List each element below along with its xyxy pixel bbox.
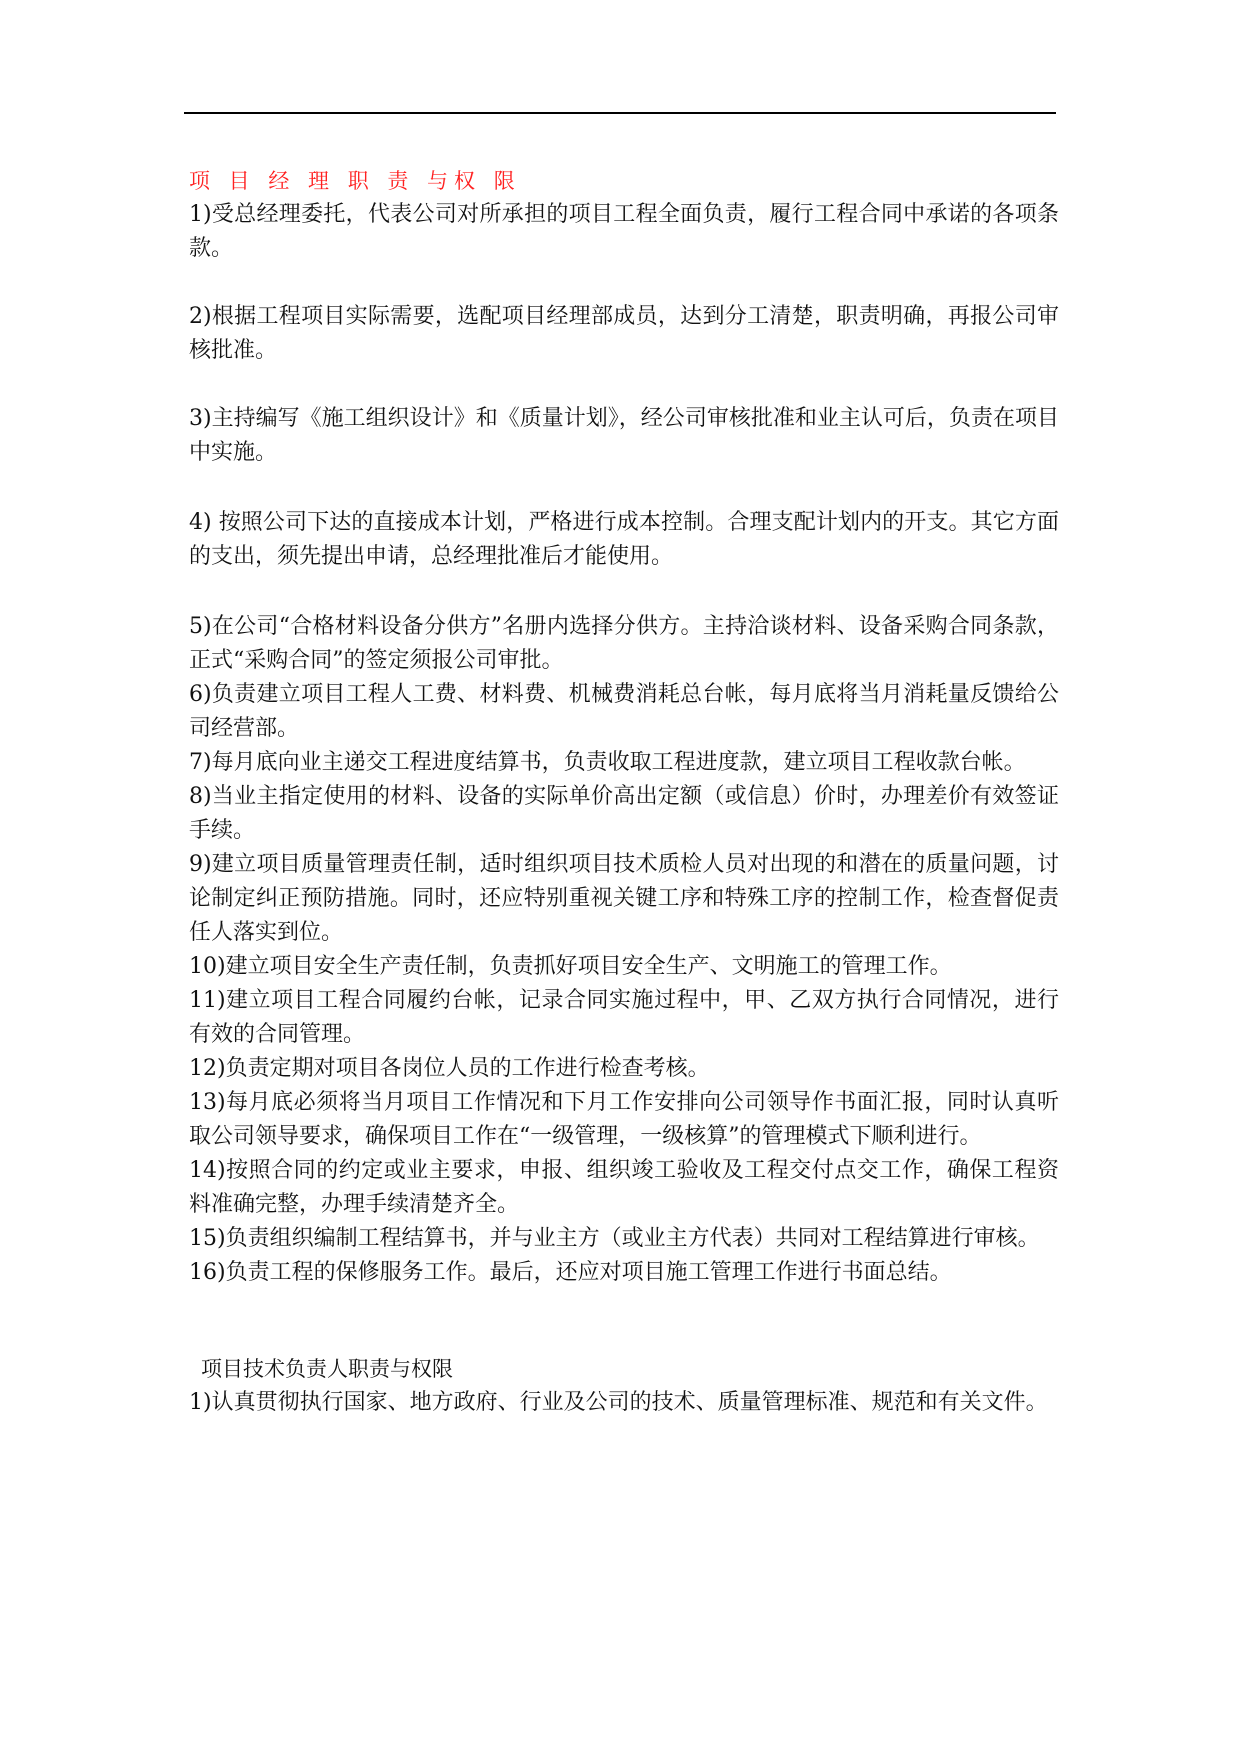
spacer bbox=[189, 368, 1059, 402]
spacer bbox=[189, 266, 1059, 300]
paragraph-10: 10)建立项目安全生产责任制，负责抓好项目安全生产、文明施工的管理工作。 bbox=[189, 954, 952, 979]
paragraph-14: 14)按照合同的约定或业主要求，申报、组织竣工验收及工程交付点交工作，确保工程资料准确完整，办理手续清楚齐全。 bbox=[189, 1158, 1059, 1217]
paragraph-3: 3)主持编写《施工组织设计》和《质量计划》，经公司审核批准和业主认可后，负责在项目中实施。 bbox=[189, 406, 1059, 465]
paragraph-6: 6)负责建立项目工程人工费、材料费、机械费消耗总台帐，每月底将当月消耗量反馈给公司经营部。 bbox=[189, 682, 1059, 741]
paragraph-16: 16)负责工程的保修服务工作。最后，还应对项目施工管理工作进行书面总结。 bbox=[189, 1260, 952, 1285]
tech-paragraph-1: 1)认真贯彻执行国家、地方政府、行业及公司的技术、质量管理标准、规范和有关文件。 bbox=[189, 1390, 1048, 1415]
paragraph-7: 7)每月底向业主递交工程进度结算书，负责收取工程进度款，建立项目工程收款台帐。 bbox=[189, 750, 1026, 775]
paragraph-15: 15)负责组织编制工程结算书，并与业主方（或业主方代表）共同对工程结算进行审核。 bbox=[189, 1226, 1040, 1251]
spacer bbox=[189, 470, 1059, 506]
paragraph-2: 2)根据工程项目实际需要，选配项目经理部成员，达到分工清楚，职责明确，再报公司审核批准。 bbox=[189, 304, 1059, 363]
paragraph-1: 1)受总经理委托，代表公司对所承担的项目工程全面负责，履行工程合同中承诺的各项条款。 bbox=[189, 202, 1059, 261]
paragraph-13: 13)每月底必须将当月项目工作情况和下月工作安排向公司领导作书面汇报，同时认真听取公司领导要求，确保项目工作在“一级管理，一级核算”的管理模式下顺利进行。 bbox=[189, 1090, 1059, 1149]
paragraph-4: 4) 按照公司下达的直接成本计划，严格进行成本控制。合理支配计划内的开支。其它方面的支出，须先提出申请，总经理批准后才能使用。 bbox=[189, 510, 1059, 569]
document-body bbox=[189, 164, 1059, 1420]
header-rule bbox=[184, 112, 1056, 114]
paragraph-12: 12)负责定期对项目各岗位人员的工作进行检查考核。 bbox=[189, 1056, 710, 1081]
paragraph-8: 8)当业主指定使用的材料、设备的实际单价高出定额（或信息）价时，办理差价有效签证手续。 bbox=[189, 784, 1059, 843]
paragraph-5: 5)在公司“合格材料设备分供方”名册内选择分供方。主持洽谈材料、设备采购合同条款，正式“采购合同”的签定须报公司审批。 bbox=[189, 614, 1059, 673]
spacer bbox=[189, 574, 1059, 610]
paragraph-9: 9)建立项目质量管理责任制，适时组织项目技术质检人员对出现的和潜在的质量问题，讨论制定纠正预防措施。同时，还应特别重视关键工序和特殊工序的控制工作，检查督促责任人落实到位。 bbox=[189, 852, 1059, 945]
section-title-technical-lead: 项目技术负责人职责与权限 bbox=[201, 1357, 453, 1381]
spacer bbox=[189, 1290, 1059, 1352]
section-title-project-manager: 项 目 经 理 职 责 与权 限 bbox=[189, 169, 521, 193]
paragraph-11: 11)建立项目工程合同履约台帐，记录合同实施过程中，甲、乙双方执行合同情况，进行有效的合同管理。 bbox=[189, 988, 1059, 1047]
